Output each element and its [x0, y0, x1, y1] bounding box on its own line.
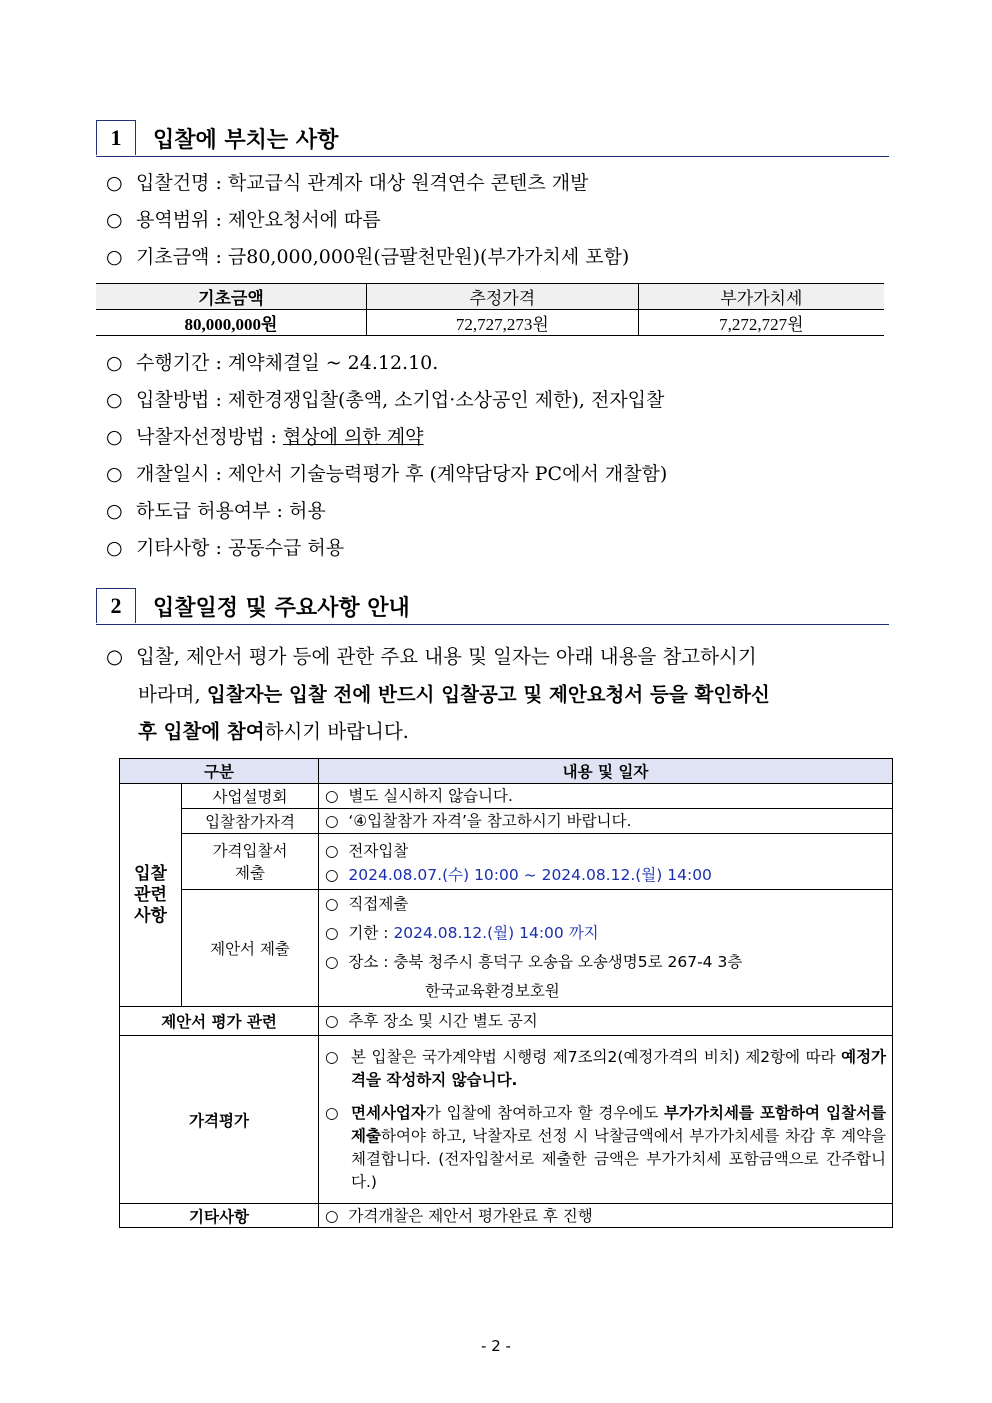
row-etc-label: 기타사항	[120, 1204, 319, 1228]
row-briefing-label: 사업설명회	[182, 784, 319, 809]
section-1-number: 1	[96, 120, 136, 155]
notice-line-3: 후 입찰에 참여하시기 바랍니다.	[138, 720, 409, 743]
amount-header-vat: 부가가치세	[638, 284, 884, 310]
row-price-bid-content: ○ 전자입찰 ○ 2024.08.07.(수) 10:00 ~ 2024.08.12.(월) 14:00	[319, 834, 893, 890]
item-opening: ○ 개찰일시 : 제안서 기술능력평가 후 (계약담당자 PC에서 개찰함)	[106, 463, 668, 485]
item-scope: ○ 용역범위 : 제안요청서에 따름	[106, 209, 381, 231]
row-proposal-label: 제안서 제출	[182, 890, 319, 1007]
page-number: - 2 -	[481, 1337, 511, 1355]
amount-header-estimated: 추정가격	[366, 284, 638, 310]
price-bid-period: 2024.08.07.(수) 10:00 ~ 2024.08.12.(월) 14:00	[348, 865, 712, 884]
schedule-header-category: 구분	[120, 759, 319, 784]
row-qualification-content: ○ ‘④입찰참가 자격’을 참고하시기 바랍니다.	[319, 809, 893, 834]
item-base-amount: ○ 기초금액 : 금80,000,000원(금팔천만원)(부가가치세 포함)	[106, 246, 630, 268]
amount-value-vat: 7,272,727원	[638, 310, 884, 336]
section-2-header	[96, 588, 889, 625]
schedule-table	[119, 758, 893, 1228]
amount-value-base: 80,000,000원	[96, 310, 366, 336]
item-bid-name: ○ 입찰건명 : 학교급식 관계자 대상 원격연수 콘텐츠 개발	[106, 172, 589, 194]
notice-line-2: 바라며, 입찰자는 입찰 전에 반드시 입찰공고 및 제안요청서 등을 확인하신	[138, 683, 770, 706]
row-proposal-content: ○ 직접제출 ○ 기한 : 2024.08.12.(월) 14:00 까지 ○ 장소 : 충북 청주시 흥덕구 오송읍 오송생명5로 267-4 3층 한국교육환경보호원	[319, 890, 893, 1007]
row-etc-content: ○ 가격개찰은 제안서 평가완료 후 진행	[319, 1204, 893, 1228]
row-qualification-label: 입찰참가자격	[182, 809, 319, 834]
row-evaluation-label: 제안서 평가 관련	[120, 1007, 319, 1036]
amount-header-base: 기초금액	[96, 284, 366, 310]
section-2-number: 2	[96, 588, 136, 623]
row-pricing-label: 가격평가	[120, 1036, 319, 1204]
section-1-title: 입찰에 부치는 사항	[153, 127, 339, 153]
amount-table	[96, 283, 884, 336]
item-method: ○ 입찰방법 : 제한경쟁입찰(총액, 소기업·소상공인 제한), 전자입찰	[106, 389, 665, 411]
item-period: ○ 수행기간 : 계약체결일 ~ 24.12.10.	[106, 352, 439, 374]
section-2-title: 입찰일정 및 주요사항 안내	[153, 595, 410, 621]
item-selection: ○ 낙찰자선정방법 : 협상에 의한 계약	[106, 426, 424, 448]
schedule-group-label: 입찰 관련 사항	[120, 784, 182, 1007]
row-briefing-content: ○ 별도 실시하지 않습니다.	[319, 784, 893, 809]
item-subcontract: ○ 하도급 허용여부 : 허용	[106, 500, 326, 522]
row-price-bid-label: 가격입찰서 제출	[182, 834, 319, 890]
item-etc: ○ 기타사항 : 공동수급 허용	[106, 537, 345, 559]
schedule-header-content: 내용 및 일자	[319, 759, 893, 784]
selection-value: 협상에 의한 계약	[282, 426, 424, 448]
proposal-deadline: 2024.08.12.(월) 14:00 까지	[393, 924, 599, 942]
amount-value-estimated: 72,727,273원	[366, 310, 638, 336]
notice-line-1: ○ 입찰, 제안서 평가 등에 관한 주요 내용 및 일자는 아래 내용을 참고하시기	[106, 645, 757, 668]
row-pricing-content: ○ 본 입찰은 국가계약법 시행령 제7조의2(예정가격의 비치) 제2항에 따라 예정가격을 작성하지 않습니다. ○ 면세사업자가 입찰에 참여하고자 할 경우에도 부가가치세를 포함하여 입찰서를 제출하여야 하고, 낙찰자로 선정 시 낙찰금액에서 부가가치세를 차감 후 계약을 체결합니다. (전자입찰서로 제출한 금액은 부가가치세 포함금액으로 간주합니다.)	[319, 1036, 893, 1204]
row-evaluation-content: ○ 추후 장소 및 시간 별도 공지	[319, 1007, 893, 1036]
section-1-header	[96, 120, 889, 157]
